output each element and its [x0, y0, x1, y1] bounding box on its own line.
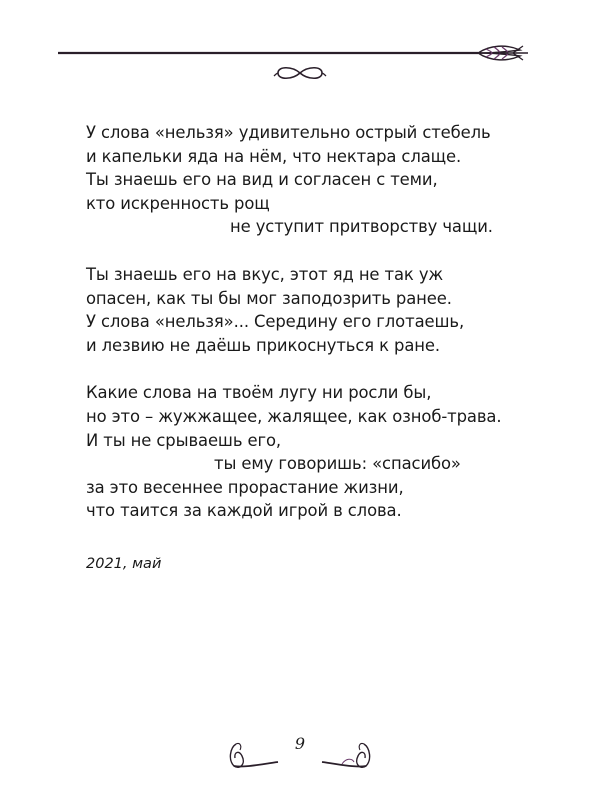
poem-line: И ты не срываешь его,	[86, 430, 282, 450]
infinity-flourish-icon	[272, 62, 328, 84]
stanza-2	[86, 263, 526, 357]
poem-line: что таится за каждой игрой в слова.	[86, 501, 402, 521]
poem-line-indented: не уступит притворству чащи.	[230, 217, 493, 237]
poem-text	[86, 121, 526, 523]
poem-line: У слова «нельзя»... Середину его глотаешь,	[86, 312, 465, 332]
poem-line: Ты знаешь его на вкус, этот яд не так уж	[86, 264, 444, 284]
stanza-3	[86, 381, 526, 523]
poem-line: Какие слова на твоём лугу ни росли бы,	[86, 383, 432, 403]
poem-line: за это весеннее прорастание жизни,	[86, 477, 404, 497]
poem-line: У слова «нельзя» удивительно острый стебель	[86, 123, 491, 142]
poem-line: опасен, как ты бы мог заподозрить ранее.	[86, 288, 452, 308]
poem-line: и капельки яда на нём, что нектара слаще.	[86, 146, 462, 166]
poem-date: 2021, май	[86, 556, 162, 572]
poem-line-indented: ты ему говоришь: «спасибо»	[214, 454, 461, 474]
stanza-1	[86, 121, 526, 239]
poem-line: Ты знаешь его на вид и согласен с теми,	[86, 170, 438, 190]
poem-line: и лезвию не даёшь прикоснуться к ране.	[86, 335, 440, 355]
poem-line: кто искренность рощ	[86, 193, 270, 213]
poem-line: но это – жужжащее, жалящее, как озноб-трава.	[86, 406, 502, 426]
page-number: 9	[294, 734, 306, 753]
